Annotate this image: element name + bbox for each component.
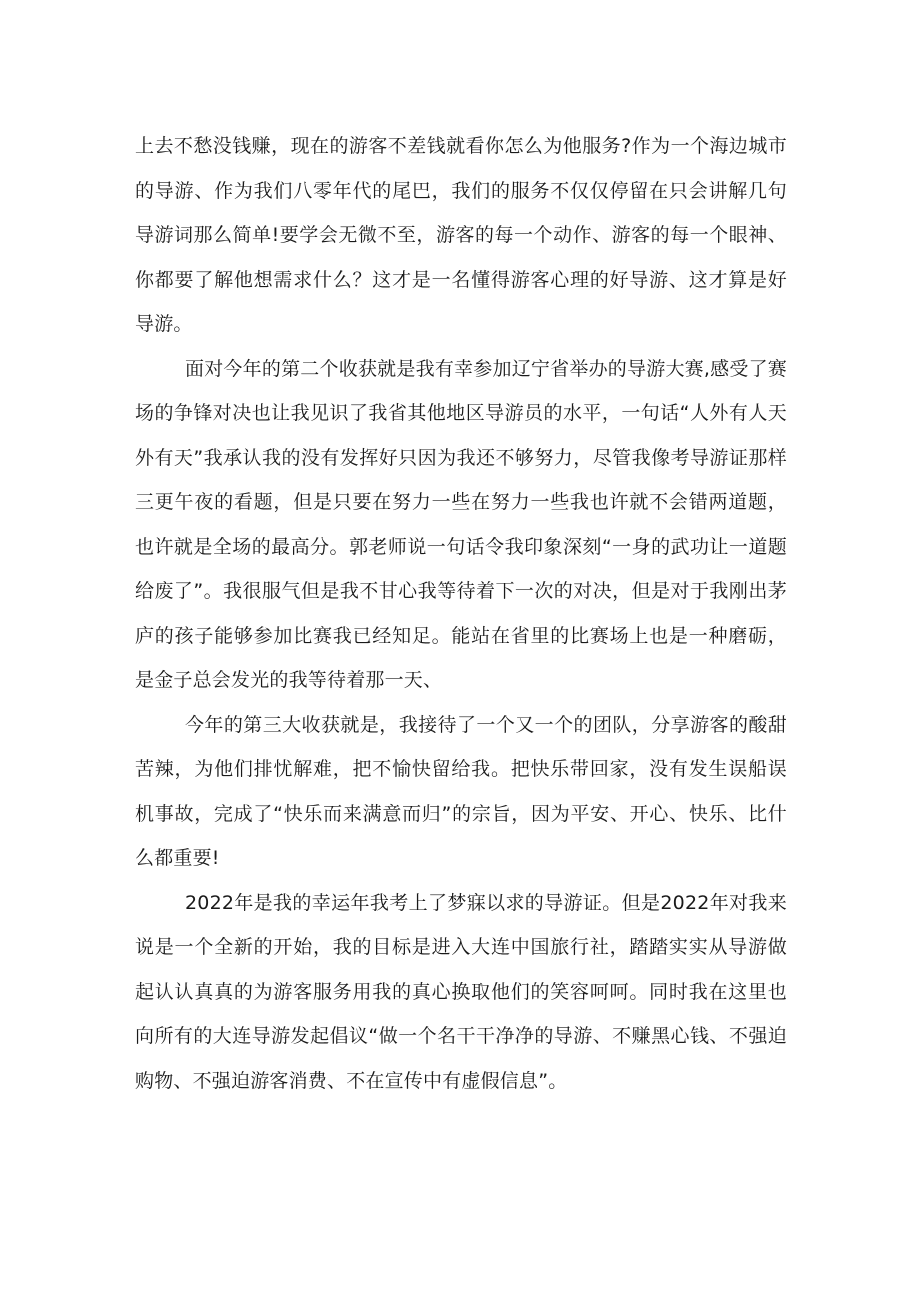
paragraph-4: 2022年是我的幸运年我考上了梦寐以求的导游证。但是2022年对我来说是一个全新的开始，我的目标是进入大连中国旅行社，踏踏实实从导游做起认认真真的为游客服务用我的真心换取他们的笑容呵呵。同时我在这里也向所有的大连导游发起倡议“做一个名干干净净的导游、不赚黑心钱、不强迫购物、不强迫游客消费、不在宣传中有虚假信息”。: [135, 891, 787, 1092]
document-body: [135, 124, 787, 1103]
paragraph-3: 今年的第三大收获就是，我接待了一个又一个的团队，分享游客的酸甜苦辣，为他们排忧解难，把不愉快留给我。把快乐带回家，没有发生误船误机事故，完成了“快乐而来满意而归”的宗旨，因为平安、开心、快乐、比什么都重要!: [135, 713, 787, 869]
paragraph-2: 面对今年的第二个收获就是我有幸参加辽宁省举办的导游大赛,感受了赛场的争锋对决也让我见识了我省其他地区导游员的水平，一句话“人外有人天外有天”我承认我的没有发挥好只因为我还不够努力，尽管我像考导游证那样三更午夜的看题，但是只要在努力一些在努力一些我也许就不会错两道题，也许就是全场的最高分。郭老师说一句话令我印象深刻“一身的武功让一道题给废了”。我很服气但是我不甘心我等待着下一次的对决，但是对于我刚出茅庐的孩子能够参加比赛我已经知足。能站在省里的比赛场上也是一种磨砺，是金子总会发光的我等待着那一天、: [135, 357, 787, 691]
paragraph-1: 上去不愁没钱赚，现在的游客不差钱就看你怎么为他服务?作为一个海边城市的导游、作为我们八零年代的尾巴，我们的服务不仅仅停留在只会讲解几句导游词那么简单!要学会无微不至，游客的每一个动作、游客的每一个眼神、你都要了解他想需求什么？这才是一名懂得游客心理的好导游、这才算是好导游。: [135, 135, 787, 335]
